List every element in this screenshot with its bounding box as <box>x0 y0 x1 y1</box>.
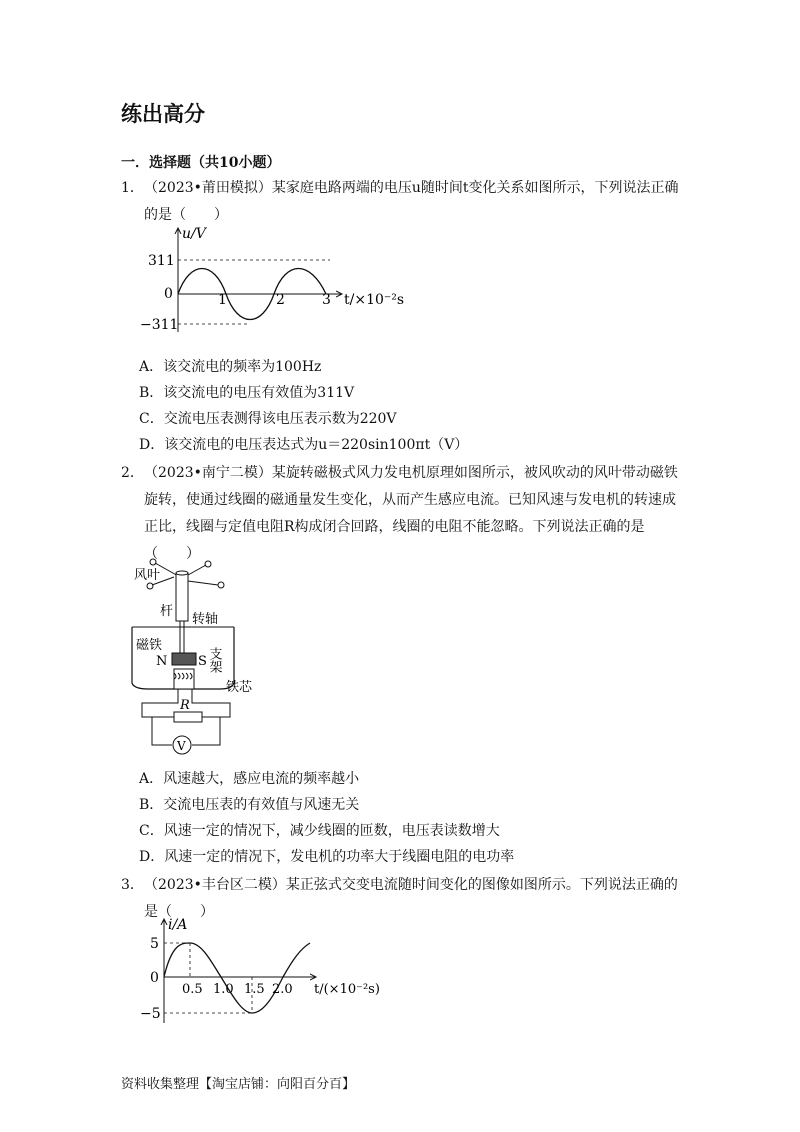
x-axis-label: t/×10⁻²s <box>344 292 405 308</box>
option-b: B．交流电压表的有效值与风速无关 <box>139 797 360 813</box>
option-a: A．风速越大，感应电流的频率越小 <box>139 771 360 787</box>
x-tick-1-0: 1.0 <box>213 982 234 997</box>
option-d: D．风速一定的情况下，发电机的功率大于线圈电阻的电功率 <box>139 849 515 865</box>
y-max-label: 5 <box>150 936 159 952</box>
svg-text:N: N <box>156 654 168 669</box>
question-text: （2023•丰台区二模）某正弦式交变电流随时间变化的图像如图所示。下列说法正确的是（ ） <box>144 877 678 920</box>
question-text: （2023•莆田模拟）某家庭电路两端的电压u随时间t变化关系如图所示，下列说法正确的是（ ） <box>144 180 679 223</box>
option-b: B．该交流电的电压有效值为311V <box>139 385 355 401</box>
magnet <box>172 653 196 665</box>
x-axis-label: t/(×10⁻²s) <box>314 982 380 997</box>
voltage-time-graph <box>130 222 430 342</box>
svg-text:V: V <box>177 739 186 753</box>
svg-text:杆: 杆 <box>160 604 174 619</box>
x-tick-1-5: 1.5 <box>244 982 265 997</box>
current-time-graph <box>138 915 438 1030</box>
option-a: A．该交流电的频率为100Hz <box>139 359 322 375</box>
origin-label: 0 <box>164 286 173 302</box>
x-tick-3: 3 <box>322 292 331 308</box>
question-number: 2． <box>121 465 144 481</box>
y-min-label: −5 <box>140 1006 161 1022</box>
svg-text:S: S <box>198 654 207 669</box>
footer-source: 资料收集整理【淘宝店铺：向阳百分百】 <box>121 1077 356 1092</box>
iron-core <box>174 669 194 689</box>
question-number: 1． <box>121 180 144 196</box>
resistor <box>174 712 202 722</box>
section-heading: 一．选择题（共10小题） <box>121 155 281 171</box>
svg-text:磁铁: 磁铁 <box>136 638 163 653</box>
svg-text:风叶: 风叶 <box>134 568 161 583</box>
y-min-label: −311 <box>140 317 179 333</box>
x-tick-2: 2 <box>276 292 285 308</box>
y-axis-label: i/A <box>168 917 188 933</box>
svg-text:R: R <box>180 698 190 713</box>
question-number: 3． <box>121 877 144 893</box>
x-tick-2-0: 2.0 <box>272 982 293 997</box>
svg-text:转轴: 转轴 <box>192 612 219 627</box>
option-d: D．该交流电的电压表达式为u＝220sin100πt（V） <box>139 437 469 453</box>
page-title: 练出高分 <box>121 102 205 126</box>
wind-generator-diagram <box>130 555 270 765</box>
option-c: C．交流电压表测得该电压表示数为220V <box>139 411 397 427</box>
question-text: （2023•南宁二模）某旋转磁极式风力发电机原理如图所示，被风吹动的风叶带动磁铁旋转，使通过线圈的磁通量发生变化，从而产生感应电流。已知风速与发电机的转速成正比，线圈与定值电阻R构成闭合回路，线圈的电阻不能忽略。下列说法正确的是（ ） <box>144 465 678 562</box>
origin-label: 0 <box>150 970 159 986</box>
svg-text:铁芯: 铁芯 <box>226 680 253 695</box>
x-tick-1: 1 <box>218 292 227 308</box>
sine-curve <box>164 943 310 1013</box>
y-max-label: 311 <box>148 253 175 269</box>
svg-text:支架: 支架 <box>206 647 222 673</box>
x-tick-0-5: 0.5 <box>182 982 203 997</box>
y-axis-label: u/V <box>182 226 206 242</box>
rod <box>176 573 188 621</box>
option-c: C．风速一定的情况下，减少线圈的匝数，电压表读数增大 <box>139 823 500 839</box>
